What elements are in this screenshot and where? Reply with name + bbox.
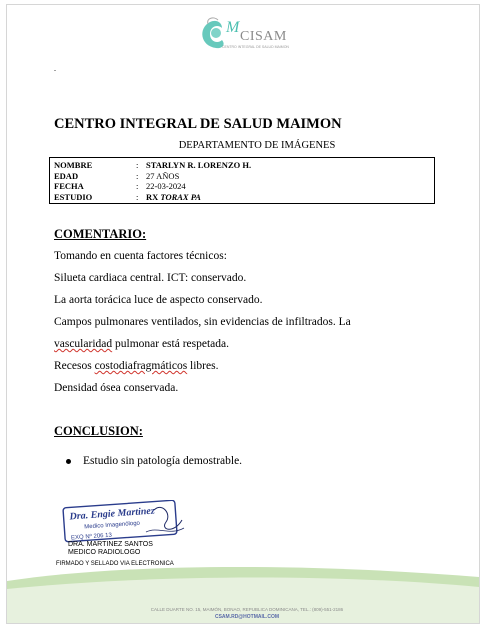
- patient-name-value: STARLYN R. LORENZO H.: [146, 160, 252, 170]
- patient-info-box: [49, 157, 435, 204]
- comentario-line-3: La aorta torácica luce de aspecto conservado.: [54, 294, 263, 306]
- comentario-line-4: Campos pulmonares ventilados, sin evidencias de infiltrados. La: [54, 316, 351, 328]
- logo-text: CISAM: [240, 29, 287, 44]
- signature-title: MEDICO RADIOLOGO: [68, 549, 141, 556]
- patient-study-value: TORAX PA: [160, 191, 201, 202]
- stamp-role: Medico Imagenólogo: [84, 520, 141, 531]
- conclusion-heading: CONCLUSION:: [54, 424, 143, 438]
- patient-row-age: [54, 171, 434, 182]
- doctor-stamp: [62, 500, 192, 544]
- signature-note: FIRMADO Y SELLADO VIA ELECTRONICA: [56, 561, 174, 567]
- patient-separator: :: [136, 191, 139, 202]
- patient-study-prefix: RX: [146, 191, 161, 202]
- comentario-line-6: [54, 360, 218, 372]
- comentario-line-1: Tomando en cuenta factores técnicos:: [54, 250, 227, 262]
- spellcheck-word: vascularidad: [54, 338, 113, 350]
- patient-row-name: [54, 160, 434, 171]
- patient-separator: :: [136, 181, 139, 191]
- comentario-line-2: Silueta cardiaca central. ICT: conservado.: [54, 272, 247, 284]
- comentario-line-5-rest: pulmonar está respetada.: [112, 338, 229, 350]
- bullet-icon: [66, 459, 71, 464]
- conclusion-item: [66, 455, 242, 467]
- comentario-line-6-pre: Recesos: [54, 360, 95, 372]
- patient-label: NOMBRE: [54, 160, 93, 170]
- clinic-title: CENTRO INTEGRAL DE SALUD MAIMON: [54, 116, 342, 132]
- department-title: DEPARTAMENTO DE IMÁGENES: [178, 140, 336, 151]
- comentario-line-7: Densidad ósea conservada.: [54, 382, 179, 394]
- patient-label: ESTUDIO: [54, 191, 93, 202]
- patient-separator: :: [136, 160, 139, 170]
- patient-label: FECHA: [54, 181, 84, 191]
- comentario-line-6-rest: libres.: [187, 360, 219, 372]
- patient-label: EDAD: [54, 170, 79, 181]
- stray-dot: .: [54, 64, 56, 73]
- patient-row-date: [54, 181, 434, 192]
- stamp-name: Dra. Engie Martinez: [69, 505, 156, 523]
- patient-separator: :: [136, 170, 139, 181]
- spellcheck-word: costodiafragmáticos: [94, 360, 188, 372]
- signature-name: DRA. MARTINEZ SANTOS: [68, 541, 153, 548]
- svg-text:M: M: [226, 19, 240, 36]
- patient-row-study: [54, 192, 434, 203]
- patient-date-value: 22-03-2024: [146, 181, 186, 191]
- comentario-line-5: [54, 338, 229, 350]
- footer-email[interactable]: CSAM.RD@HOTMAIL.COM: [214, 614, 280, 620]
- comentario-heading: COMENTARIO:: [54, 227, 147, 241]
- logo-subtext: CENTRO INTEGRAL DE SALUD MAIMON: [222, 45, 289, 49]
- conclusion-item-text: Estudio sin patología demostrable.: [83, 455, 243, 467]
- patient-age-value: 27 AÑOS: [146, 170, 180, 181]
- footer-address: CALLE DUARTE NO. 15, MAIMÓN, BONAO, REPUBLICA DOMINICANA, TEL.: (809)-551-2186: [150, 607, 344, 612]
- stamp-exq: EXQ Nº 206 13: [70, 532, 113, 542]
